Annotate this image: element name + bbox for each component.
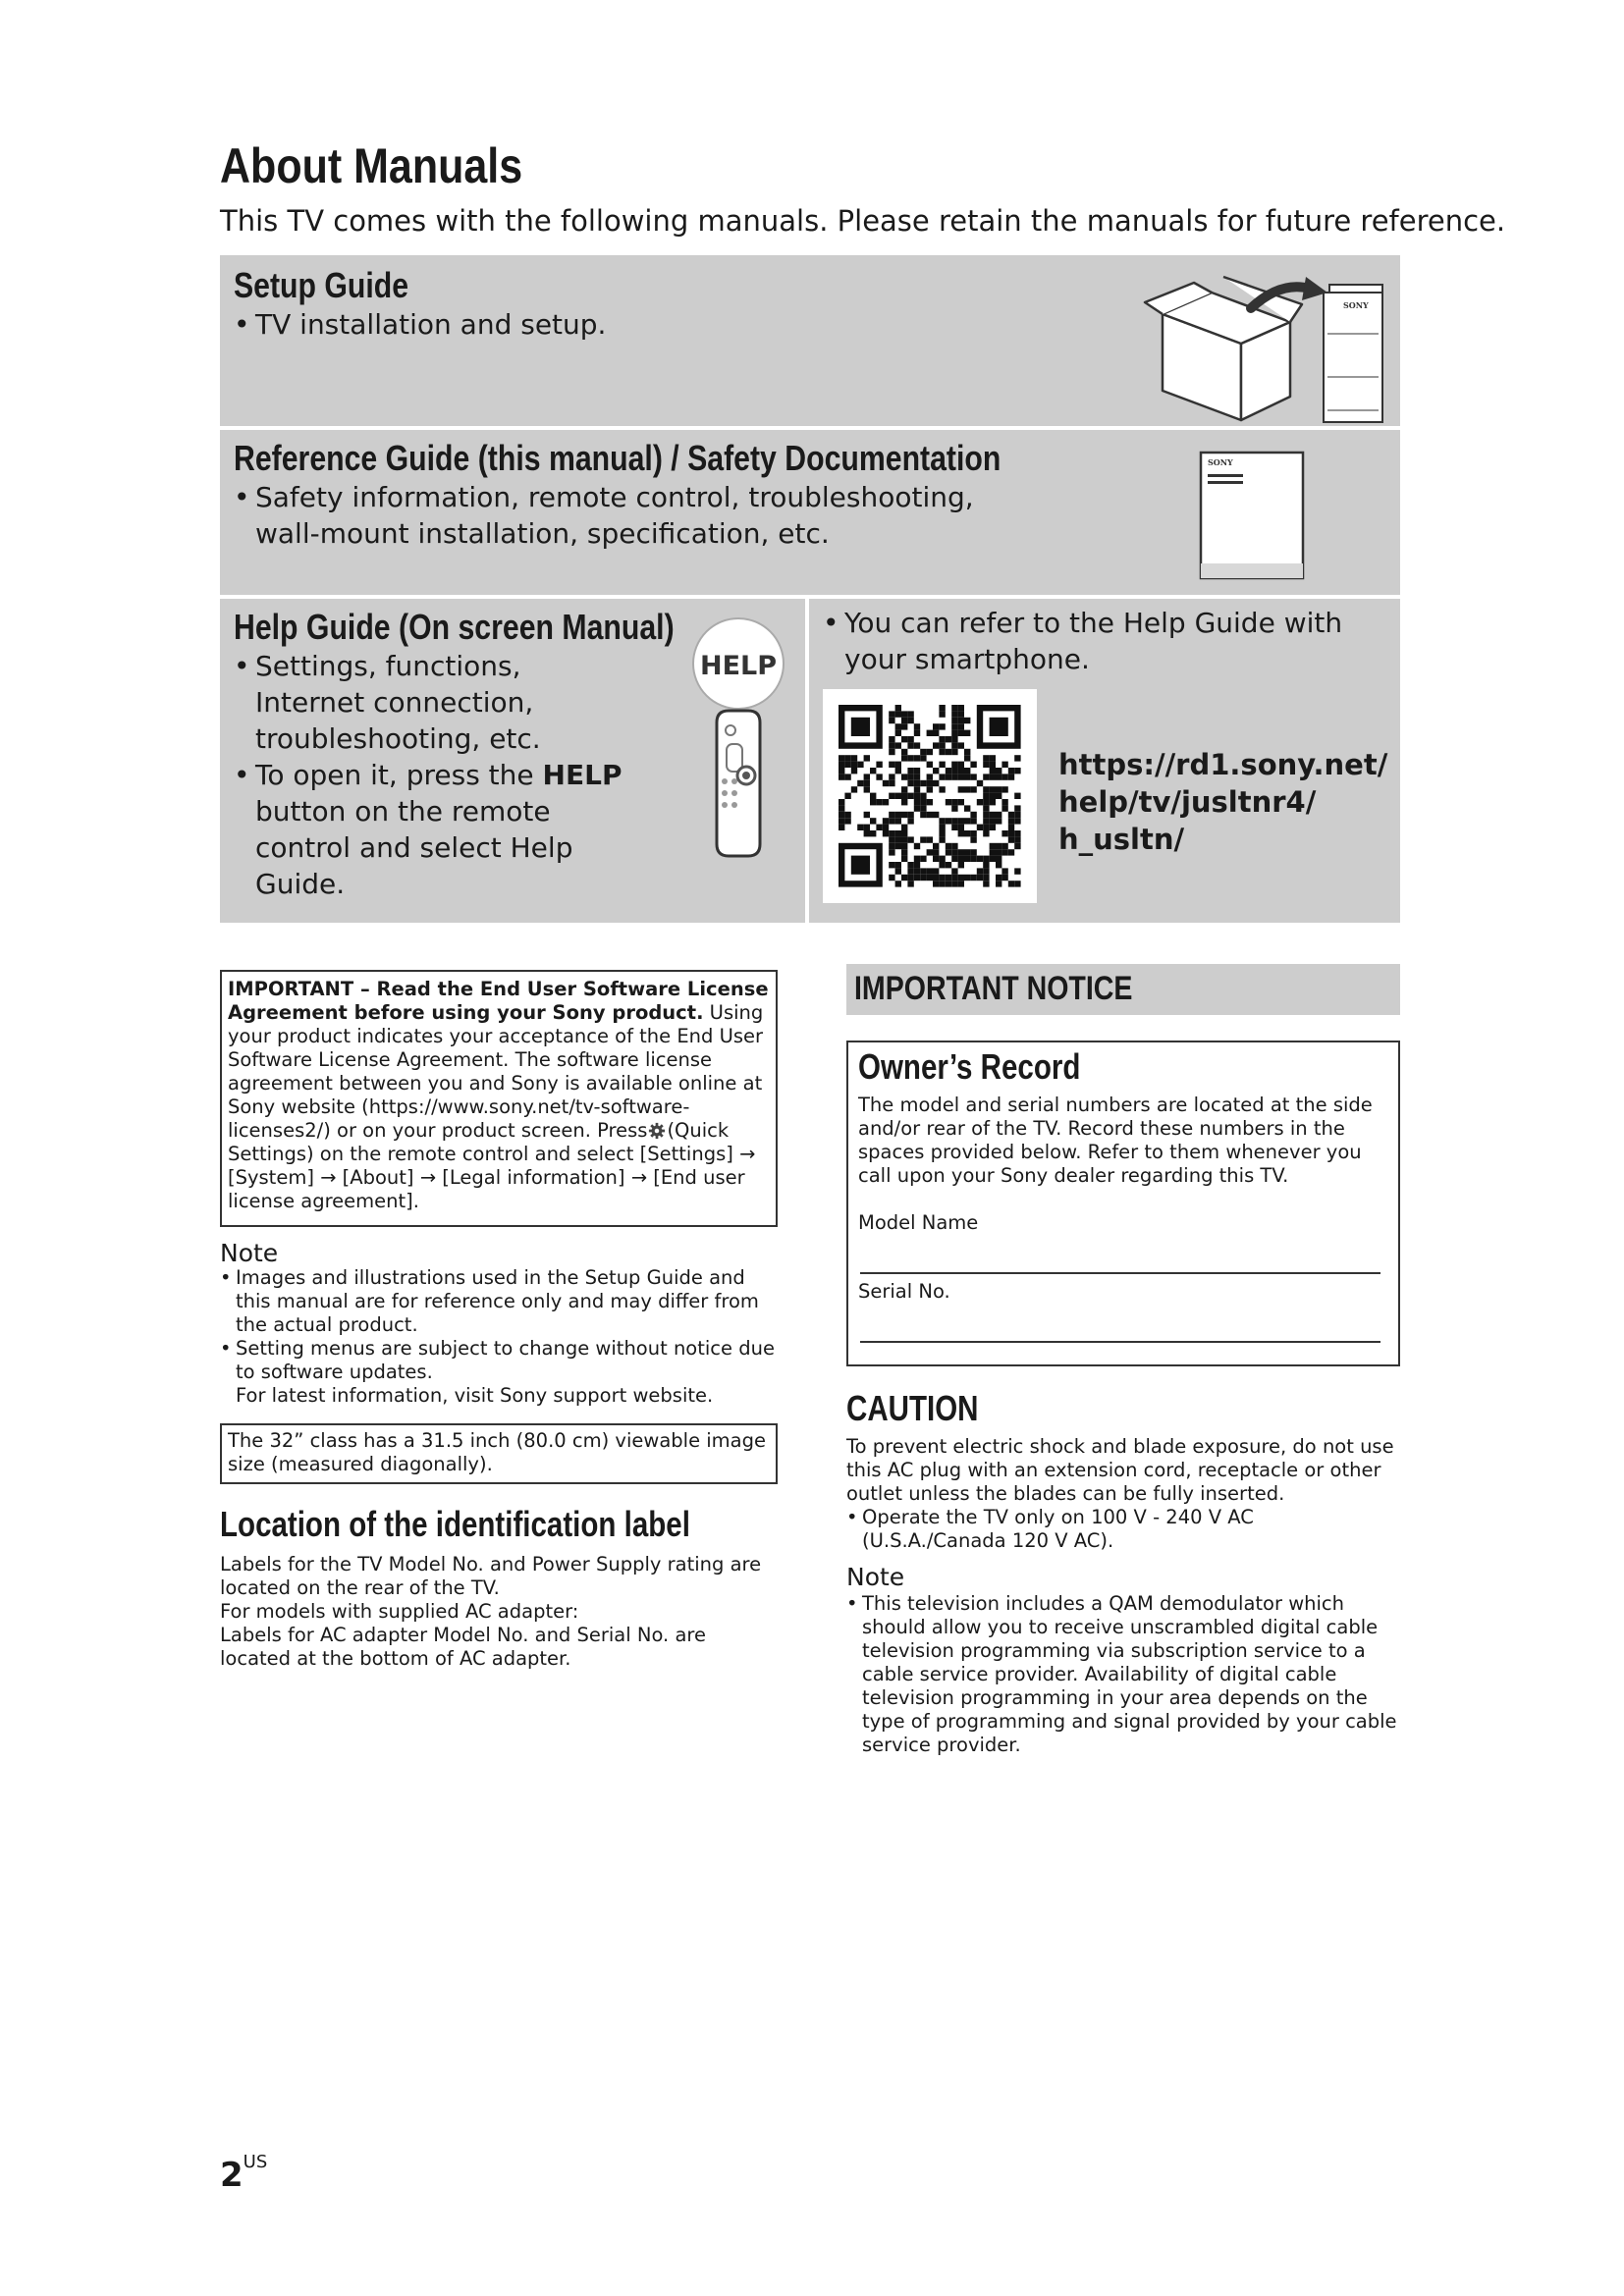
note-list-2 <box>846 1592 1402 1757</box>
help-guide-title: Help Guide (On screen Manual) <box>234 607 675 647</box>
reference-guide-title: Reference Guide (this manual) / Safety Documentation <box>234 438 1001 478</box>
note-list <box>220 1266 778 1408</box>
tv-box-icon <box>1133 275 1388 424</box>
tv-box-brand-label: SONY <box>1343 300 1369 310</box>
qr-code[interactable] <box>823 689 1037 903</box>
important-notice-title: IMPORTANT NOTICE <box>854 970 1133 1007</box>
id-label-text: Labels for the TV Model No. and Power Supply rating are located on the rear of the TV. For models with supplied AC adapter: Labels for AC adapter Model No. and Serial No. are located at the bottom of AC adapter. <box>220 1553 762 1670</box>
page-number: $2^{US}$ <box>220 2152 268 2195</box>
eula-text-2: (Quick Settings) on the remote control and select [Settings] → [System] → [About] → [Legal information] → [End user license agreement]. <box>228 1119 756 1212</box>
list-item: • You can refer to the Help Guide with your smartphone. <box>823 605 1392 677</box>
manual-booklet-icon <box>1198 450 1306 583</box>
remote-control-icon <box>691 613 799 858</box>
serial-no-field[interactable] <box>860 1339 1380 1343</box>
list-item: • Safety information, remote control, troubleshooting, wall-mount installation, specification, etc. <box>234 479 980 552</box>
help-guide-smartphone-panel <box>809 599 1400 923</box>
note-extra: For latest information, visit Sony support website. <box>236 1384 714 1407</box>
owners-record-text: The model and serial numbers are located at the side and/or rear of the TV. Record these numbers in the spaces provided below. Refer to them whenever you call upon your Sony dealer regarding this TV. <box>858 1094 1373 1187</box>
model-name-field[interactable] <box>860 1270 1380 1274</box>
setup-guide-title: Setup Guide <box>234 265 409 305</box>
list-item: • Setting menus are subject to change without notice due to software updates. <box>220 1337 778 1384</box>
serial-no-label: Serial No. <box>858 1280 950 1303</box>
id-label-title: Location of the identification label <box>220 1504 690 1544</box>
eula-heading: IMPORTANT – Read the End User Software License Agreement before using your Sony product. <box>228 978 769 1024</box>
note-heading: Note <box>220 1239 279 1267</box>
page-title: About Manuals <box>220 138 523 193</box>
list-item: • Images and illustrations used in the Setup Guide and this manual are for reference only and may differ from the actual product. <box>220 1266 778 1337</box>
eula-box <box>220 970 778 1227</box>
smartphone-list <box>823 605 1392 677</box>
model-name-label: Model Name <box>858 1211 979 1234</box>
intro-text: This TV comes with the following manuals. Please retain the manuals for future reference. <box>220 204 1506 238</box>
manual-brand-label: SONY <box>1208 457 1233 467</box>
caution-title: CAUTION <box>846 1388 979 1428</box>
reference-guide-panel <box>220 430 1400 595</box>
gear-icon <box>648 1122 666 1140</box>
list-item: • This television includes a QAM demodulator which should allow you to receive unscrambled digital cable television programming via subscription service to a cable service provider. Availability of digital cable television programming in your area depends on the type of programming and signal provided by your cable service provider. <box>846 1592 1402 1757</box>
note-heading-2: Note <box>846 1563 905 1591</box>
owners-record-title: Owner’s Record <box>858 1046 1081 1087</box>
list-item: • To open it, press the HELP button on the remote control and select Help Guide. <box>234 757 636 902</box>
help-badge: HELP <box>699 651 778 681</box>
reference-guide-list <box>234 479 980 552</box>
eula-text: Using your product indicates your acceptance of the End User Software License Agreement. The software license agreement between you and Sony is available online at Sony website (https://www.sony.net/tv-software-licenses2/) or on your product screen. Press <box>228 1001 764 1142</box>
list-item: • Settings, functions, Internet connection, troubleshooting, etc. <box>234 648 636 757</box>
owners-record-box <box>846 1041 1400 1366</box>
setup-guide-panel <box>220 255 1400 426</box>
help-guide-url[interactable]: https://rd1.sony.net/ help/tv/jusltnr4/ h_usltn/ <box>1058 748 1388 856</box>
list-item: • TV installation and setup. <box>234 306 921 343</box>
help-guide-list <box>234 648 636 902</box>
important-notice-bar <box>846 964 1400 1015</box>
setup-guide-list <box>234 306 921 343</box>
caution-text: To prevent electric shock and blade exposure, do not use this AC plug with an extension cord, receptacle or other outlet unless the blades can be fully inserted. • Operate the TV only on 100 V - 240 V AC (U.S.A./Canada 120 V AC). <box>846 1435 1396 1553</box>
list-item: • Operate the TV only on 100 V - 240 V AC (U.S.A./Canada 120 V AC). <box>846 1506 1396 1553</box>
help-guide-panel <box>220 599 805 923</box>
viewable-size-box: The 32” class has a 31.5 inch (80.0 cm) viewable image size (measured diagonally). <box>220 1423 778 1484</box>
